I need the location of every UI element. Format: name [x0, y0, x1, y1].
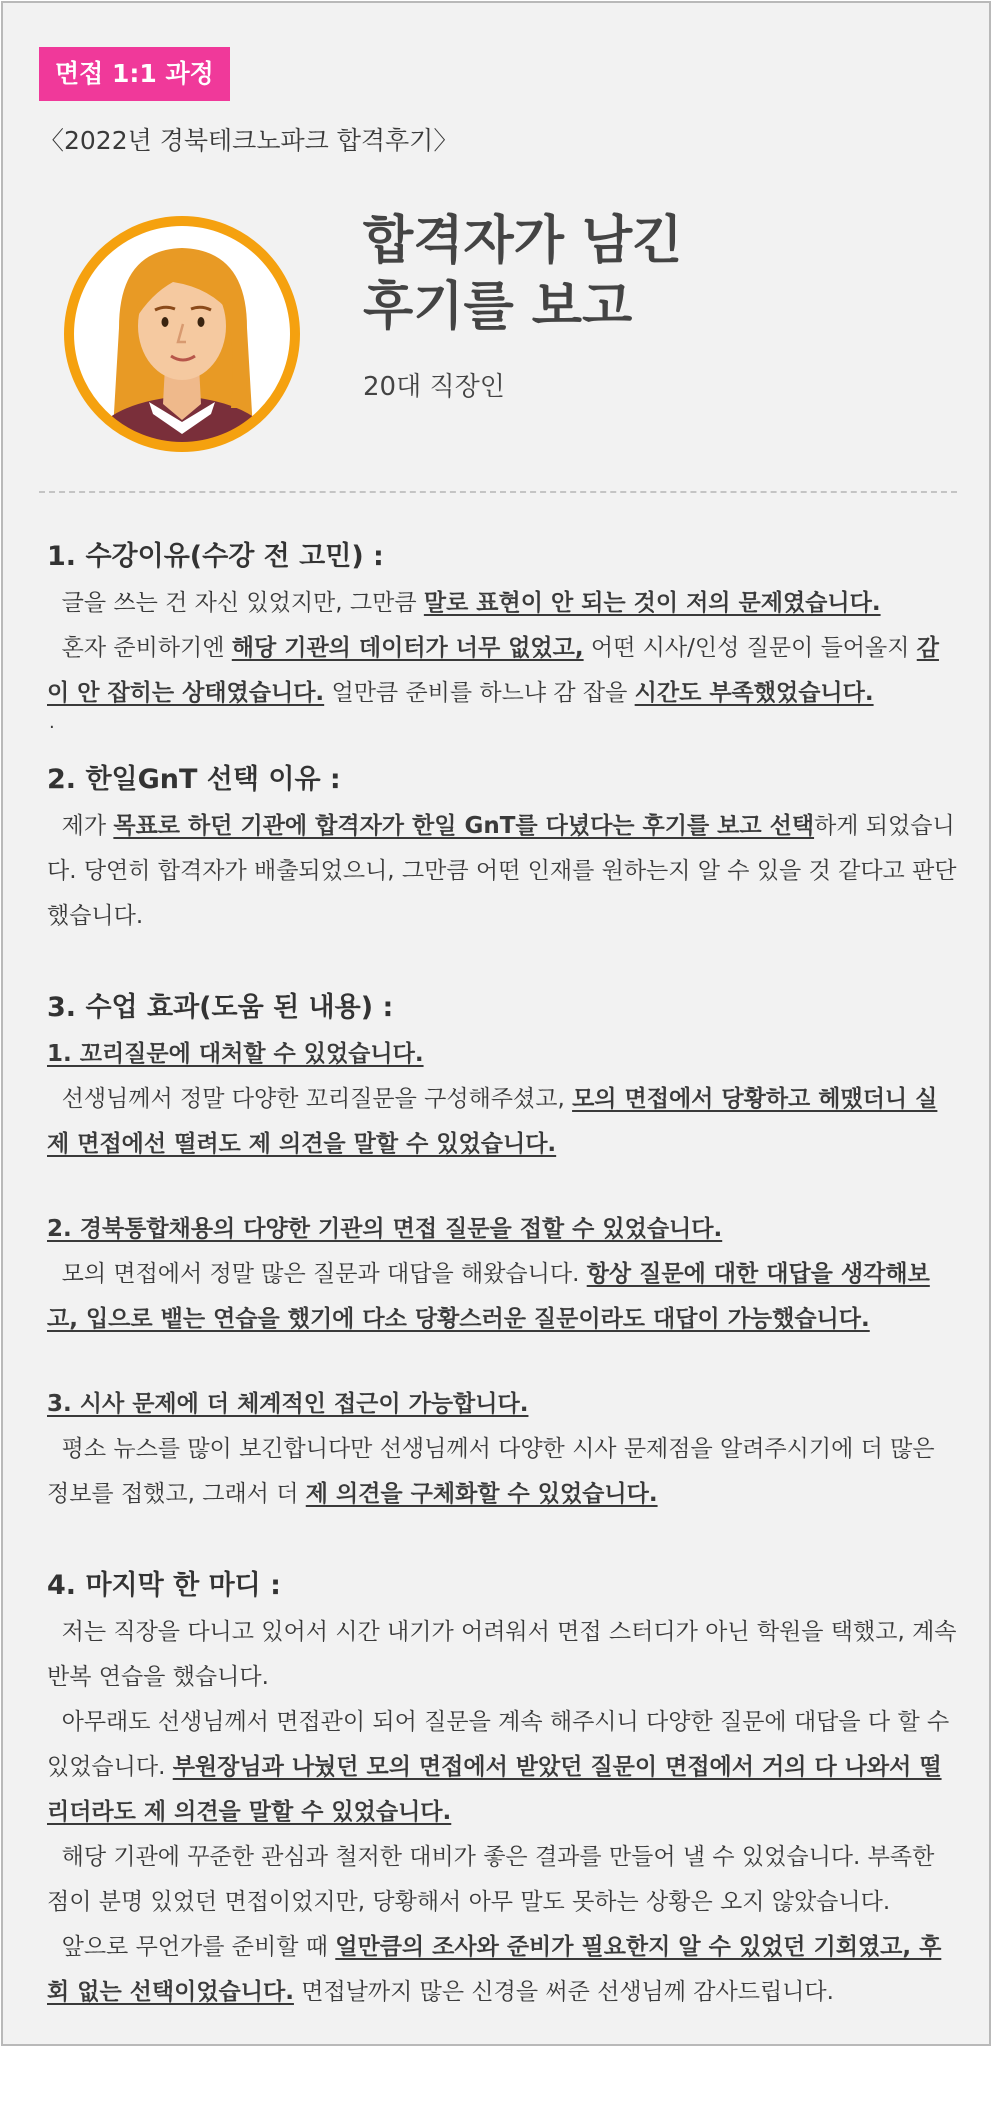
text-emphasis: 모의 면접에서 당황하고 헤맸더니 실제 면접에선 떨려도 제 의견을 말할 수 있었습니다. — [47, 1086, 938, 1157]
section-3-item-3-body — [47, 1427, 957, 1517]
woman-avatar-icon — [61, 208, 303, 460]
section-3-item-2-body — [47, 1252, 957, 1342]
text-emphasis: 부원장님과 나눴던 모의 면접에서 받았던 질문이 면접에서 거의 다 나와서 떨리더라도 제 의견을 말할 수 있었습니다. — [47, 1754, 942, 1825]
section-4-paragraph-3 — [47, 1835, 957, 1925]
section-2-title: 2. 한일GnT 선택 이유 : — [47, 764, 341, 795]
section-4-paragraph-2 — [47, 1700, 957, 1835]
text-plain: 제가 — [61, 813, 114, 839]
headline — [363, 208, 683, 340]
dashed-divider — [39, 491, 957, 493]
text-plain: 면접날까지 많은 신경을 써준 선생님께 감사드립니다. — [293, 1979, 834, 2005]
section-1-paragraph-2 — [47, 626, 957, 716]
section-4-paragraph-4 — [47, 1925, 957, 2015]
separator-dot: · — [49, 717, 55, 738]
headline-line-1: 합격자가 남긴 — [363, 211, 683, 271]
text-plain: 저는 직장을 다니고 있어서 시간 내기가 어려워서 면접 스터디가 아닌 학원을 택했고, 계속 반복 연습을 했습니다. — [47, 1619, 957, 1690]
course-tag: 면접 1:1 과정 — [39, 47, 230, 101]
text-plain: 얼만큼 준비를 하느냐 감 잡을 — [324, 680, 635, 706]
section-4-paragraph-1 — [47, 1610, 957, 1700]
text-plain: 글을 쓰는 건 자신 있었지만, 그만큼 — [61, 590, 424, 616]
review-card — [1, 1, 991, 2046]
text-plain: 해당 기관에 꾸준한 관심과 철저한 대비가 좋은 결과를 만들어 낼 수 있었습니다. 부족한 점이 분명 있었던 면접이었지만, 당황해서 아무 말도 못하는 상황은 오지 않았습니다. — [47, 1844, 935, 1915]
text-emphasis: 얼만큼의 조사와 준비가 필요한지 알 수 있었던 기회였고, 후회 없는 선택이었습니다. — [47, 1934, 942, 2005]
headline-line-2: 후기를 보고 — [363, 277, 633, 337]
text-emphasis: 말로 표현이 안 되는 것이 저의 문제였습니다. — [423, 590, 881, 616]
text-plain: 평소 뉴스를 많이 보긴합니다만 선생님께서 다양한 시사 문제점을 알려주시기에 더 많은 정보를 접했고, 그래서 더 — [47, 1436, 935, 1507]
text-emphasis: 목표로 하던 기관에 합격자가 한일 GnT를 다녔다는 후기를 보고 선택 — [113, 813, 815, 839]
section-4-title: 4. 마지막 한 마디 : — [47, 1570, 281, 1601]
section-3-item-1-body — [47, 1077, 957, 1167]
author-label: 20대 직장인 — [363, 372, 505, 402]
text-plain: 아무래도 선생님께서 면접관이 되어 질문을 계속 해주시니 다양한 질문에 대답을 다 할 수 있었습니다. — [47, 1709, 950, 1780]
section-3-item-1-heading: 1. 꼬리질문에 대처할 수 있었습니다. — [47, 1041, 424, 1067]
text-emphasis: 제 의견을 구체화할 수 있었습니다. — [305, 1481, 658, 1507]
text-plain: 혼자 준비하기엔 — [61, 635, 232, 661]
text-plain: 모의 면접에서 정말 많은 질문과 대답을 해왔습니다. — [61, 1261, 587, 1287]
section-3-item-3-heading: 3. 시사 문제에 더 체계적인 접근이 가능합니다. — [47, 1391, 529, 1417]
text-emphasis: 감이 안 잡히는 상태였습니다. — [47, 635, 939, 706]
text-emphasis: 항상 질문에 대한 대답을 생각해보고, 입으로 뱉는 연습을 했기에 다소 당황스러운 질문이라도 대답이 가능했습니다. — [47, 1261, 930, 1332]
text-emphasis: 해당 기관의 데이터가 너무 없었고, — [231, 635, 584, 661]
section-2-paragraph-1 — [47, 804, 957, 939]
text-plain: 어떤 시사/인성 질문이 들어올지 — [583, 635, 917, 661]
section-1-paragraph-1 — [47, 581, 957, 626]
section-3-title: 3. 수업 효과(도움 된 내용) : — [47, 992, 394, 1023]
section-1-title: 1. 수강이유(수강 전 고민) : — [47, 541, 384, 572]
text-plain: 하게 되었습니다. 당연히 합격자가 배출되었으니, 그만큼 어떤 인재를 원하는지 알 수 있을 것 같다고 판단했습니다. — [47, 813, 957, 929]
text-emphasis: 시간도 부족했었습니다. — [634, 680, 874, 706]
text-plain: 앞으로 무언가를 준비할 때 — [61, 1934, 336, 1960]
section-3-item-2-heading: 2. 경북통합채용의 다양한 기관의 면접 질문을 접할 수 있었습니다. — [47, 1216, 723, 1242]
text-plain: 선생님께서 정말 다양한 꼬리질문을 구성해주셨고, — [61, 1086, 573, 1112]
review-content — [47, 533, 957, 2015]
review-subtitle: 〈2022년 경북테크노파크 합격후기〉 — [39, 126, 459, 155]
